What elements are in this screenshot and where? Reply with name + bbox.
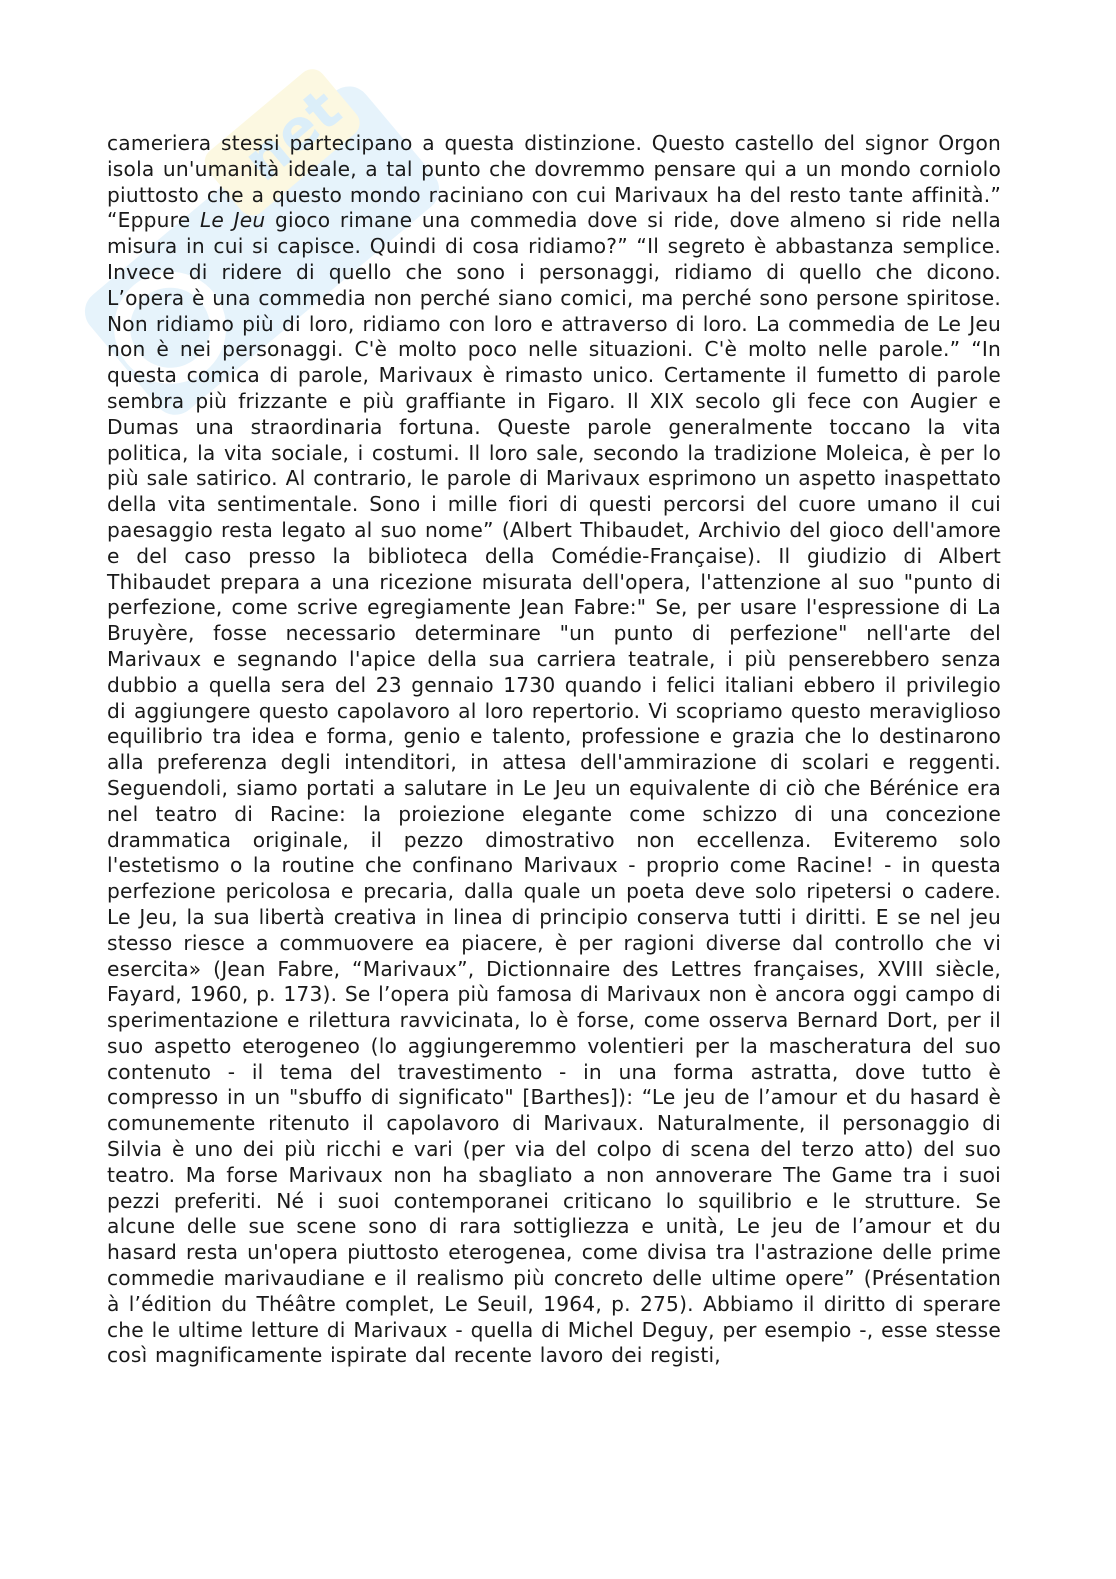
watermark-text: net	[231, 77, 354, 195]
document-body	[107, 131, 1001, 1369]
text-after-title: gioco rimane una commedia dove si ride, dove almeno si ride nella misura in cui si capisce. Quindi di cosa ridiamo?” “Il segreto è abbastanza semplice. Invece di ridere di quello che sono i personaggi, ridiamo di quello che dicono. L’opera è una commedia non perché siano comici, ma perché sono persone spiritose. Non ridiamo più di loro, ridiamo con loro e attraverso di loro. La commedia de Le Jeu non è nei personaggi. C'è molto poco nelle situazioni. C'è molto nelle parole.” “In questa comica di parole, Marivaux è rimasto unico. Certamente il fumetto di parole sembra più frizzante e più graffiante in Figaro. Il XIX secolo gli fece con Augier e Dumas una straordinaria fortuna. Queste parole generalmente toccano la vita politica, la vita sociale, i costumi. Il loro sale, secondo la tradizione Moleica, è per lo più sale satirico. Al contrario, le parole di Marivaux esprimono un aspetto inaspettato della vita sentimentale. Sono i mille fiori di questi percorsi del cuore umano il cui paesaggio resta legato al suo nome” (Albert Thibaudet, Archivio del gioco dell'amore e del caso presso la biblioteca della Comédie-Française). Il giudizio di Albert Thibaudet prepara a una ricezione misurata dell'opera, l'attenzione al suo "punto di perfezione, come scrive egregiamente Jean Fabre:" Se, per usare l'espressione di La Bruyère, fosse necessario determinare "un punto di perfezione" nell'arte del Marivaux e segnando l'apice della sua carriera teatrale, i più penserebbero senza dubbio a quella sera del 23 gennaio 1730 quando i felici italiani ebbero il privilegio di aggiungere questo capolavoro al loro repertorio. Vi scopriamo questo meraviglioso equilibrio tra idea e forma, genio e talento, professione e grazia che lo destinarono alla preferenza degli intenditori, in attesa dell'ammirazione di scolari e reggenti. Seguendoli, siamo portati a salutare in Le Jeu un equivalente di ciò che Bérénice era nel teatro di Racine: la proiezione elegante come schizzo di una concezione drammatica originale, il pezzo dimostrativo non eccellenza. Eviteremo solo l'estetismo o la routine che confinano Marivaux - proprio come Racine! - in questa perfezione pericolosa e precaria, dalla quale un poeta deve solo ripetersi o cadere. Le Jeu, la sua libertà creativa in linea di principio conserva tutti i diritti. E se nel jeu stesso riesce a commuovere ea piacere, è per ragioni diverse dal controllo che vi esercita» (Jean Fabre, “Marivaux”, Dictionnaire des Lettres françaises, XVIII siècle, Fayard, 1960, p. 173). Se l’opera più famosa di Marivaux non è ancora oggi campo di sperimentazione e rilettura ravvicinata, lo è forse, come osserva Bernard Dort, per il suo aspetto eterogeneo (lo aggiungeremmo volentieri per la mascheratura del suo contenuto - il tema del travestimento - in una forma astratta, dove tutto è compresso in un "sbuffo di significato" [Barthes]): “Le jeu de l’amour et du hasard è comunemente ritenuto il capolavoro di Marivaux. Naturalmente, il personaggio di Silvia è uno dei più ricchi e vari (per via del colpo di scena del terzo atto) del suo teatro. Ma forse Marivaux non ha sbagliato a non annoverare The Game tra i suoi pezzi preferiti. Né i suoi contemporanei criticano lo squilibrio e le strutture. Se alcune delle sue scene sono di rara sottigliezza e unità, Le jeu de l’amour et du hasard resta un'opera piuttosto eterogenea, come divisa tra l'astrazione delle prime commedie marivaudiane e il realismo più concreto delle ultime opere” (Présentation à l’édition du Théâtre complet, Le Seuil, 1964, p. 275). Abbiamo il diritto di sperare che le ultime letture di Marivaux - quella di Michel Deguy, per esempio -, esse stesse così magnificamente ispirate dal recente lavoro dei registi,	[107, 208, 1002, 1368]
italic-title: Le Jeu	[199, 208, 266, 233]
text-before-title: cameriera stessi partecipano a questa distinzione. Questo castello del signor Orgon isola un'umanità ideale, a tal punto che dovremmo pensare qui a un mondo corniolo piuttosto che a questo mondo raciniano con cui Marivaux ha del resto tante affinità.” “Eppure	[107, 131, 1001, 233]
body-paragraph	[107, 131, 1001, 1369]
